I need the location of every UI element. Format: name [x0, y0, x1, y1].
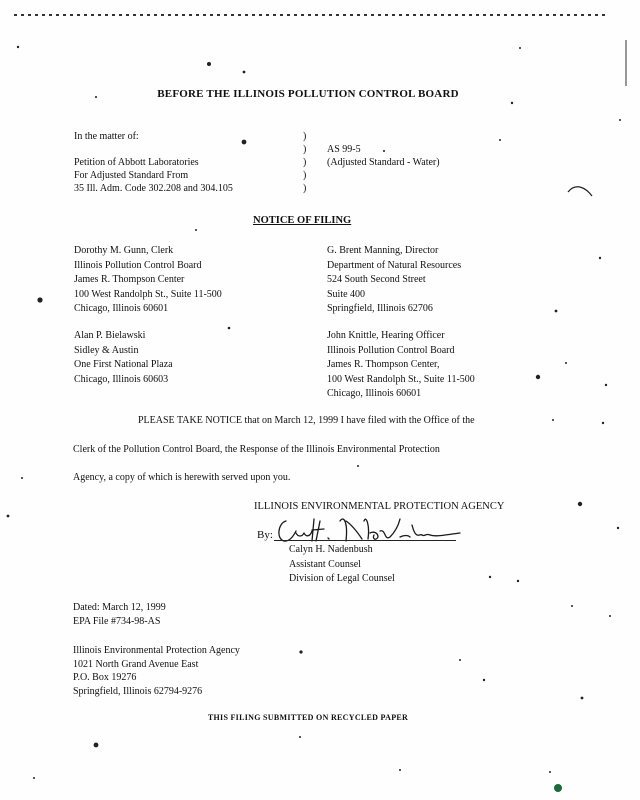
date-block [73, 601, 166, 629]
body-paragraph-line: PLEASE TAKE NOTICE that on March 12, 1999 I have filed with the Office of the [138, 415, 475, 426]
body-paragraph-line: Agency, a copy of which is herewith served upon you. [73, 472, 291, 483]
caption-parentheses [303, 130, 306, 195]
addressee-line: Alan P. Bielawski [74, 330, 146, 341]
case-caption-left [74, 130, 233, 195]
case-type: (Adjusted Standard - Water) [327, 157, 440, 168]
addressee-line: 524 South Second Street [327, 274, 426, 285]
file-number-line: EPA File #734-98-AS [73, 616, 161, 627]
caption-line: In the matter of: [74, 131, 139, 142]
signature-stroke [279, 519, 329, 541]
agency-name: ILLINOIS ENVIRONMENTAL PROTECTION AGENCY [254, 501, 505, 512]
addressee-block [327, 329, 475, 402]
addressee-line: Chicago, Illinois 60601 [327, 388, 422, 399]
case-number: AS 99-5 [327, 144, 361, 155]
return-address-line: Springfield, Illinois 62794-9276 [73, 685, 203, 697]
addressee-line: Dorothy M. Gunn, Clerk [74, 245, 174, 256]
addressee-block [74, 329, 173, 387]
return-address-line: Illinois Environmental Protection Agency [73, 645, 240, 656]
caption-line: 35 Ill. Adm. Code 302.208 and 304.105 [74, 183, 233, 194]
addressee-line: One First National Plaza [74, 359, 173, 370]
addressee-line: Springfield, Illinois 62706 [327, 303, 433, 314]
signer-title: Assistant Counsel [289, 558, 361, 570]
signer-name: Calyn H. Nadenbush [289, 544, 373, 555]
return-address-line: 1021 North Grand Avenue East [73, 658, 199, 670]
caption-line: For Adjusted Standard From [74, 170, 189, 181]
recycled-paper-note: THIS FILING SUBMITTED ON RECYCLED PAPER [207, 713, 409, 722]
caption-paren: ) [303, 170, 307, 181]
signer-division: Division of Legal Counsel [289, 573, 395, 584]
addressee-block [327, 244, 461, 317]
caption-paren: ) [303, 131, 307, 142]
notice-heading: NOTICE OF FILING [253, 215, 352, 226]
addressee-line: Chicago, Illinois 60603 [74, 373, 169, 385]
addressee-line: Sidley & Austin [74, 344, 139, 356]
addressee-line: Illinois Pollution Control Board [74, 259, 202, 271]
addressee-line: 100 West Randolph St., Suite 11-500 [74, 288, 222, 300]
addressee-line: James R. Thompson Center, [327, 359, 440, 370]
addressee-line: G. Brent Manning, Director [327, 245, 439, 256]
addressee-line: John Knittle, Hearing Officer [327, 330, 445, 341]
signature-stroke [340, 519, 460, 541]
body-paragraph-line: Clerk of the Pollution Control Board, the Response of the Illinois Environmental Protection [73, 444, 440, 455]
addressee-line: Illinois Pollution Control Board [327, 344, 455, 356]
page-title: BEFORE THE ILLINOIS POLLUTION CONTROL BOARD [157, 88, 459, 100]
caption-line [74, 143, 233, 156]
caption-paren: ) [303, 144, 307, 155]
addressee-line: Department of Natural Resources [327, 259, 462, 271]
caption-line: Petition of Abbott Laboratories [74, 157, 199, 168]
addressee-line: Suite 400 [327, 288, 366, 300]
caption-paren: ) [303, 157, 307, 168]
return-address-block [73, 644, 240, 698]
by-label: By: [257, 529, 273, 541]
fax-header-rule [14, 14, 606, 16]
case-number-block [327, 143, 440, 169]
signer-block [289, 543, 395, 587]
addressee-block [74, 244, 222, 317]
addressee-line: 100 West Randolph St., Suite 11-500 [327, 373, 475, 385]
addressee-line: Chicago, Illinois 60601 [74, 303, 169, 314]
return-address-line: P.O. Box 19276 [73, 672, 137, 683]
caption-paren: ) [303, 183, 307, 194]
date-line: Dated: March 12, 1999 [73, 602, 166, 613]
signature-line [274, 540, 456, 541]
addressee-line: James R. Thompson Center [74, 274, 185, 285]
